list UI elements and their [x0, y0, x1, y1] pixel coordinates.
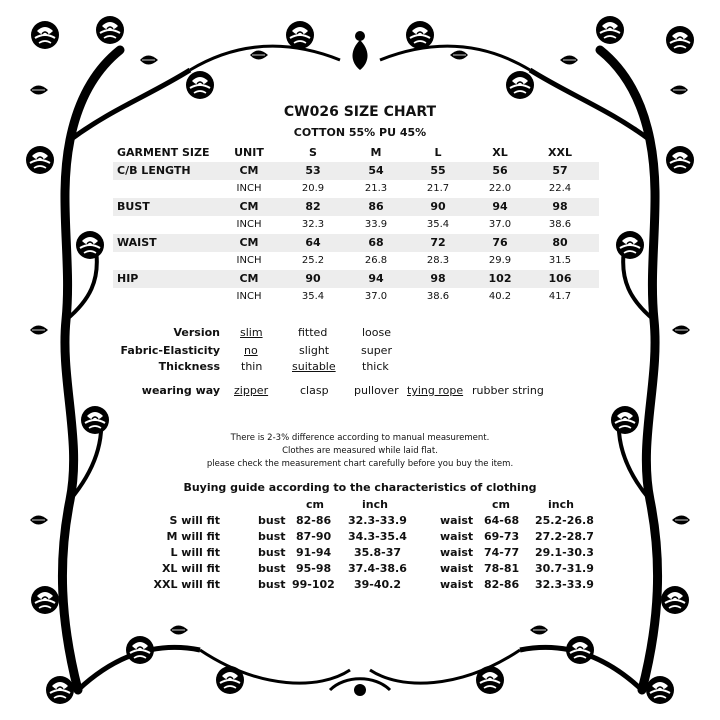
row-unit: CM — [239, 200, 259, 213]
elasticity-option-super: super — [361, 344, 392, 357]
cell-l: 35.4 — [426, 219, 450, 230]
guide-waist-inch: 27.2-28.7 — [535, 530, 594, 543]
cell-m: 37.0 — [364, 291, 388, 302]
cell-l: 90 — [430, 200, 446, 213]
cell-xxl: 22.4 — [548, 183, 572, 194]
cell-s: 35.4 — [301, 291, 325, 302]
cell-xl: 102 — [488, 272, 512, 285]
guide-waist-cm: 74-77 — [484, 546, 520, 559]
guide-waist-cm: 64-68 — [484, 514, 520, 527]
cell-s: 20.9 — [301, 183, 325, 194]
row-label: C/B LENGTH — [117, 164, 191, 177]
table-header-row — [113, 144, 599, 162]
note-measurement-difference: There is 2-3% difference according to manual measurement. — [230, 433, 490, 443]
guide-part-bust: bust — [258, 530, 286, 543]
guide-waist-inch: 30.7-31.9 — [535, 562, 594, 575]
guide-size: L will fit — [170, 546, 220, 559]
guide-part-bust: bust — [258, 514, 286, 527]
guide-waist-cm: 82-86 — [484, 578, 520, 591]
wearing-way-label: wearing way — [141, 384, 220, 397]
cell-xxl: 106 — [548, 272, 572, 285]
version-option-fitted: fitted — [298, 326, 328, 339]
row-unit: INCH — [236, 255, 262, 266]
header-size-l: L — [434, 146, 442, 159]
note-laid-flat: Clothes are measured while laid flat. — [282, 446, 438, 456]
cell-m: 68 — [368, 236, 384, 249]
wearing-option-clasp: clasp — [300, 384, 329, 397]
guide-waist-inch: 32.3-33.9 — [535, 578, 594, 591]
cell-l: 98 — [430, 272, 446, 285]
guide-bust-cm: 99-102 — [292, 578, 335, 591]
table-row — [113, 252, 599, 270]
row-label: WAIST — [117, 236, 157, 249]
wearing-option-pullover: pullover — [354, 384, 399, 397]
row-unit: INCH — [236, 183, 262, 194]
guide-header-cm-waist: cm — [492, 498, 510, 511]
cell-xl: 40.2 — [488, 291, 512, 302]
header-size-xl: XL — [492, 146, 508, 159]
cell-l: 21.7 — [426, 183, 450, 194]
cell-xl: 94 — [492, 200, 508, 213]
wearing-option-rubber-string: rubber string — [472, 384, 544, 397]
guide-part-bust: bust — [258, 562, 286, 575]
cell-m: 54 — [368, 164, 384, 177]
table-row — [113, 288, 599, 306]
cell-m: 94 — [368, 272, 384, 285]
guide-bust-inch: 35.8-37 — [354, 546, 402, 559]
buying-guide-title: Buying guide according to the characteristics of clothing — [183, 481, 537, 494]
guide-part-waist: waist — [440, 562, 474, 575]
cell-xxl: 31.5 — [548, 255, 572, 266]
cell-m: 21.3 — [364, 183, 388, 194]
cell-l: 55 — [430, 164, 446, 177]
row-unit: INCH — [236, 219, 262, 230]
guide-bust-cm: 95-98 — [296, 562, 332, 575]
guide-size: S will fit — [169, 514, 220, 527]
thickness-option-thin: thin — [241, 360, 263, 373]
cell-xl: 29.9 — [488, 255, 512, 266]
row-unit: CM — [239, 272, 259, 285]
cell-l: 38.6 — [426, 291, 450, 302]
guide-part-waist: waist — [440, 514, 474, 527]
header-size-s: S — [309, 146, 317, 159]
table-row — [113, 162, 599, 180]
elasticity-label: Fabric-Elasticity — [120, 344, 220, 357]
cell-m: 86 — [368, 200, 384, 213]
guide-bust-cm: 82-86 — [296, 514, 332, 527]
cell-xxl: 38.6 — [548, 219, 572, 230]
row-label: BUST — [117, 200, 150, 213]
guide-header-inch-waist: inch — [548, 498, 574, 511]
cell-m: 33.9 — [364, 219, 388, 230]
guide-waist-cm: 69-73 — [484, 530, 520, 543]
cell-xxl: 41.7 — [548, 291, 572, 302]
cell-xxl: 98 — [552, 200, 568, 213]
cell-s: 25.2 — [301, 255, 325, 266]
thickness-option-suitable: suitable — [292, 360, 336, 373]
cell-xxl: 57 — [552, 164, 568, 177]
guide-header-inch-bust: inch — [362, 498, 388, 511]
guide-part-waist: waist — [440, 546, 474, 559]
guide-bust-inch: 32.3-33.9 — [348, 514, 407, 527]
version-label: Version — [173, 326, 220, 339]
table-row — [113, 234, 599, 252]
cell-xl: 37.0 — [488, 219, 512, 230]
cell-xl: 22.0 — [488, 183, 512, 194]
header-size-m: M — [370, 146, 382, 159]
guide-part-waist: waist — [440, 578, 474, 591]
row-unit: CM — [239, 164, 259, 177]
guide-bust-inch: 37.4-38.6 — [348, 562, 407, 575]
guide-header-cm-bust: cm — [306, 498, 324, 511]
cell-s: 53 — [305, 164, 321, 177]
guide-waist-cm: 78-81 — [484, 562, 520, 575]
version-option-slim: slim — [240, 326, 263, 339]
thickness-label: Thickness — [158, 360, 220, 373]
chart-title: CW026 SIZE CHART — [283, 104, 437, 120]
wearing-option-tying-rope: tying rope — [407, 384, 464, 397]
note-check-chart: please check the measurement chart carefully before you buy the item. — [206, 459, 514, 469]
guide-bust-cm: 91-94 — [296, 546, 332, 559]
guide-size: XXL will fit — [153, 578, 220, 591]
cell-l: 28.3 — [426, 255, 450, 266]
guide-bust-cm: 87-90 — [296, 530, 332, 543]
fabric-composition: COTTON 55% PU 45% — [293, 126, 427, 139]
table-row — [113, 198, 599, 216]
elasticity-option-no: no — [244, 344, 258, 357]
row-unit: CM — [239, 236, 259, 249]
thickness-option-thick: thick — [362, 360, 389, 373]
cell-m: 26.8 — [364, 255, 388, 266]
guide-part-waist: waist — [440, 530, 474, 543]
guide-bust-inch: 34.3-35.4 — [348, 530, 407, 543]
version-option-loose: loose — [362, 326, 392, 339]
table-row — [113, 270, 599, 288]
cell-l: 72 — [430, 236, 446, 249]
table-row — [113, 180, 599, 198]
guide-part-bust: bust — [258, 578, 286, 591]
header-size-xxl: XXL — [548, 146, 572, 159]
guide-size: M will fit — [166, 530, 220, 543]
guide-waist-inch: 25.2-26.8 — [535, 514, 594, 527]
cell-s: 32.3 — [301, 219, 325, 230]
guide-waist-inch: 29.1-30.3 — [535, 546, 594, 559]
cell-s: 82 — [305, 200, 321, 213]
table-row — [113, 216, 599, 234]
guide-bust-inch: 39-40.2 — [354, 578, 402, 591]
cell-xl: 56 — [492, 164, 508, 177]
row-label: HIP — [117, 272, 139, 285]
wearing-option-zipper: zipper — [234, 384, 269, 397]
guide-part-bust: bust — [258, 546, 286, 559]
cell-s: 64 — [305, 236, 321, 249]
header-unit: UNIT — [234, 146, 264, 159]
cell-xl: 76 — [492, 236, 508, 249]
cell-s: 90 — [305, 272, 321, 285]
cell-xxl: 80 — [552, 236, 568, 249]
guide-size: XL will fit — [161, 562, 220, 575]
elasticity-option-slight: slight — [299, 344, 330, 357]
row-unit: INCH — [236, 291, 262, 302]
header-garment-size: GARMENT SIZE — [117, 146, 210, 159]
